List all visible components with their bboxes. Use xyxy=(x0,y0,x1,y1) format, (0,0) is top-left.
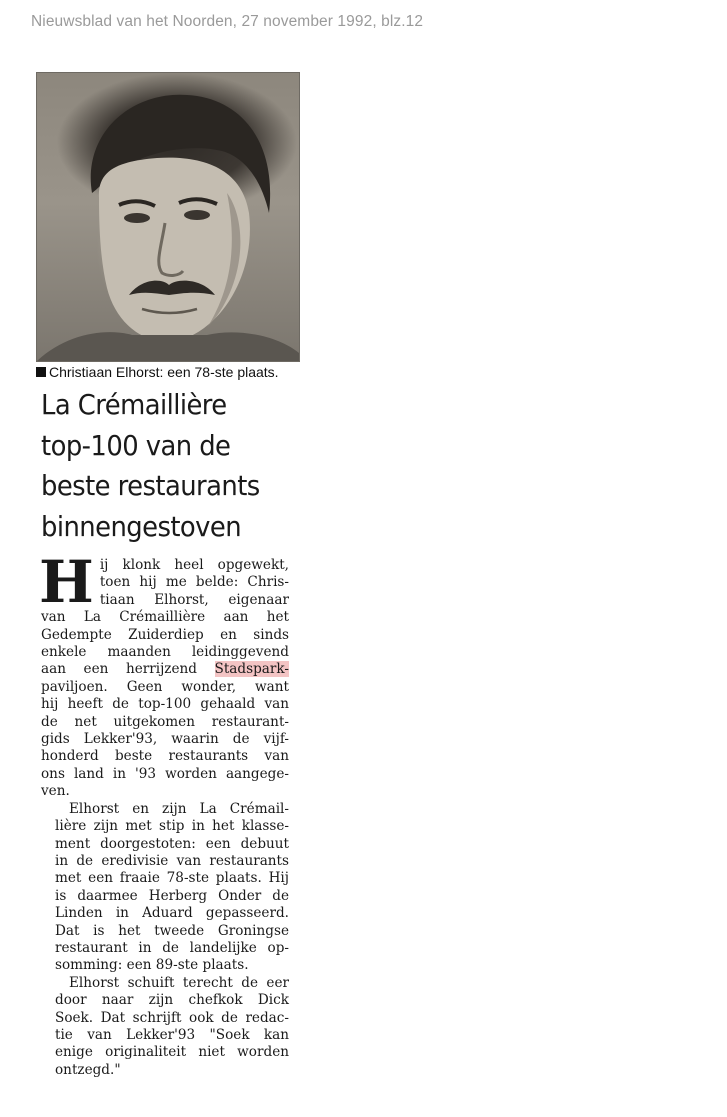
headline-line: La Crémaillière xyxy=(41,389,227,421)
text-line: is daarmee Herberg Onder de xyxy=(55,887,289,904)
text-line: Gedempte Zuiderdiep en sinds xyxy=(41,626,289,643)
text-line: lière zijn met stip in het klasse- xyxy=(55,818,289,835)
newspaper-clipping xyxy=(36,72,298,1079)
text-line: tie van Lekker'93 "Soek kan xyxy=(55,1026,289,1043)
photo-caption xyxy=(36,365,298,380)
headline-line: top-100 van de xyxy=(41,429,231,462)
text-line: ment doorgestoten: een debuut xyxy=(55,835,289,852)
text-line: de net uitgekomen restaurant- xyxy=(41,713,289,730)
article-paragraph xyxy=(41,975,289,1079)
headline-line: beste restaurants xyxy=(41,470,260,502)
text-line: ons land in '93 worden aangege- xyxy=(41,765,289,782)
article-paragraph xyxy=(41,801,289,975)
text-line: restaurant in de landelijke op- xyxy=(55,939,289,956)
text-line: hij heeft de top-100 gehaald van xyxy=(41,696,289,713)
text-fragment: aan een herrijzend xyxy=(41,661,215,678)
text-line: met een fraaie 78-ste plaats. Hij xyxy=(55,870,289,887)
text-line: Elhorst en zijn La Crémail- xyxy=(69,800,289,817)
text-line: honderd beste restaurants van xyxy=(41,748,289,765)
text-line: enige originaliteit niet worden xyxy=(55,1044,289,1061)
text-line: Linden in Aduard gepasseerd. xyxy=(55,905,289,922)
text-line: ontzegd." xyxy=(55,1061,121,1078)
text-line: ven. xyxy=(41,783,70,800)
headline-line: binnengestoven xyxy=(41,510,242,543)
text-line xyxy=(41,661,289,678)
text-line: enkele maanden leidinggevend xyxy=(41,644,289,661)
text-line: Soek. Dat schrijft ook de redac- xyxy=(55,1009,289,1026)
drop-cap: H xyxy=(39,548,94,616)
text-line: Elhorst schuift terecht de eer xyxy=(69,974,289,991)
portrait-photo xyxy=(36,72,300,362)
text-line: door naar zijn chefkok Dick xyxy=(55,992,289,1009)
article-headline xyxy=(41,385,283,547)
text-line: somming: een 89-ste plaats. xyxy=(55,957,249,974)
caption-bullet-icon xyxy=(36,367,46,377)
text-line: van La Crémaillière aan het xyxy=(41,609,289,626)
text-line: paviljoen. Geen wonder, want xyxy=(41,678,289,695)
article-paragraph xyxy=(39,548,289,801)
text-line: ij klonk heel opgewekt, xyxy=(99,557,289,573)
highlighted-term: Stadspark- xyxy=(214,661,289,678)
text-line: Dat is het tweede Groningse xyxy=(55,922,289,939)
source-citation: Nieuwsblad van het Noorden, 27 november 1992, blz.12 xyxy=(31,13,424,30)
text-line: gids Lekker'93, waarin de vijf- xyxy=(41,731,289,748)
text-line: in de eredivisie van restaurants xyxy=(55,852,289,869)
portrait-illustration xyxy=(37,73,299,361)
article-body xyxy=(39,548,289,1079)
text-line: tiaan Elhorst, eigenaar xyxy=(99,591,289,608)
caption-text: Christiaan Elhorst: een 78-ste plaats. xyxy=(49,364,279,380)
text-line: toen hij me belde: Chris- xyxy=(99,574,289,591)
